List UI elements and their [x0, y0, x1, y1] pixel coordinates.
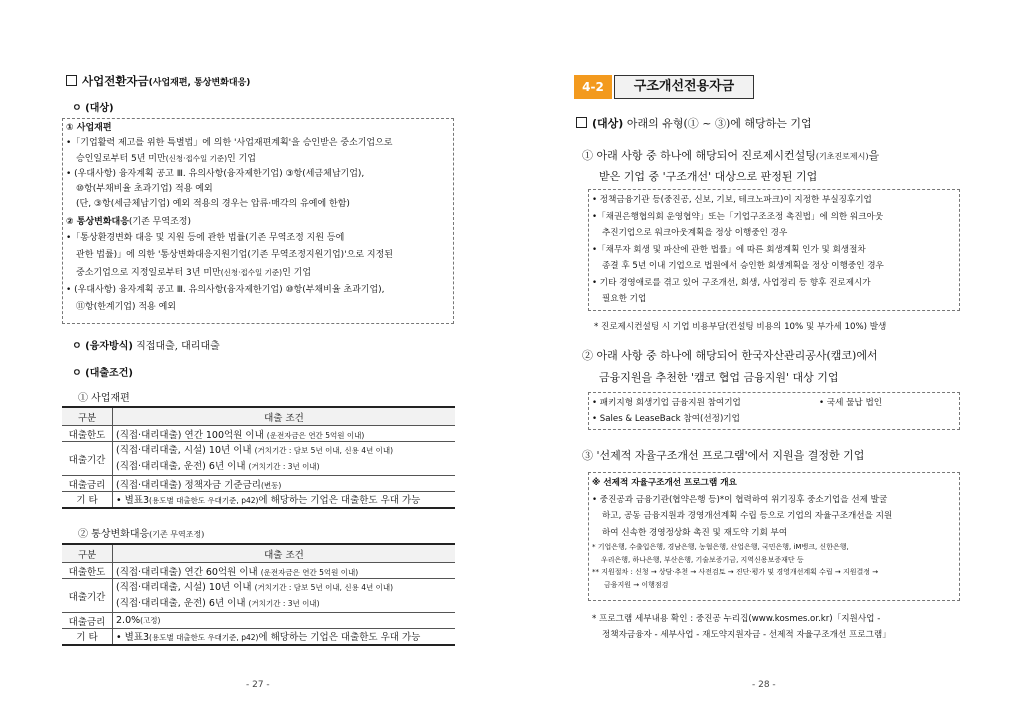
method-row: ㅇ (융자방식) 직접대출, 대리대출 — [72, 341, 220, 352]
item-2-box-content: • 패키지형 회생기업 금융지원 참여기업 • 국세 물납 법인 • Sales & LeaseBack 참여(선정)기업 — [592, 398, 883, 424]
table-cell: (직접·대리대출, 시설) 10년 이내 (거치기간 : 담보 5년 이내, 신용 4년 이내) (직접·대리대출, 운전) 6년 이내 (거치기간 : 3년 이내) — [113, 579, 456, 613]
loan-table-2 — [62, 543, 455, 646]
subsection-1: ① 사업재편 — [78, 393, 130, 404]
table-cell: • 별표3(용도별 대출한도 우대기준, p42)에 해당하는 기업은 대출한도 우대 가능 — [113, 492, 456, 508]
table-cell: (직접·대리대출) 정책자금 기준금리(변동) — [113, 476, 456, 492]
checkbox-square-icon — [576, 117, 587, 128]
item-1-box-content: • 정책금융기관 등(중진공, 신보, 기보, 테크노파크)이 지정한 부실징후기업 •「채권은행협의회 운영협약」또는「기업구조조정 촉진법」에 의한 워크아웃 추진기업으로 워크아웃계획을 정상 이행중인 경우 •「채무자 회생 및 파산에 관한 법률」에 따른 회생계획 인가 및 회생절차 종결 후 5년 이내 기업으로 법원에서 승인한 회생계획을 정상 이행중인 경우 • 기타 경영애로를 겪고 있어 구조개선, 회생, 사업정리 등 향후 진로제시가 필요한 기업 — [592, 195, 884, 304]
target-label: ㅇ (대상) — [72, 103, 114, 114]
item-2-text: ② 아래 사항 중 하나에 해당되어 한국자산관리공사(캠코)에서 금융지원을 추천한 '캠코 협업 금융지원' 대상 기업 — [582, 349, 878, 384]
row-label: 대출금리 — [62, 476, 113, 492]
row-label: 대출금리 — [62, 613, 113, 629]
box-line: •「기업활력 제고를 위한 특별법」에 의한 '사업재편계획'을 승인받은 중소기업으로 — [66, 138, 393, 148]
table-cell: • 별표3(용도별 대출한도 우대기준, p42)에 해당하는 기업은 대출한도 우대 가능 — [113, 629, 456, 645]
page-title: 구조개선전용자금 — [614, 75, 754, 99]
page-number-right: - 28 - — [752, 680, 776, 690]
box-line: 승인일로부터 5년 미만(신청·접수일 기준)인 기업 — [76, 154, 256, 164]
box-line: 중소기업으로 지정일로부터 3년 미만(신청·접수일 기준)인 기업 — [76, 268, 312, 278]
row-label: 기 타 — [62, 629, 113, 645]
loan-table-1 — [62, 406, 455, 509]
box-line: ⑪항(한계기업) 적용 예외 — [76, 302, 176, 312]
checkbox-square-icon — [66, 75, 77, 86]
box-line: (단, ③항(세금체납기업) 예외 적용의 경우는 압류·매각의 유예에 한함) — [76, 199, 350, 209]
box-line: •「통상환경변화 대응 및 지원 등에 관한 법률(기존 무역조정 지원 등에 — [66, 233, 345, 243]
note-1: * 진로제시컨설팅 시 기업 비용부담(컨설팅 비용의 10% 및 부가세 10%) 발생 — [594, 322, 887, 332]
item-1-text: ① 아래 사항 중 하나에 해당되어 진로제시컨설팅(기초진로제시)을 받은 기업 중 '구조개선' 대상으로 판정된 기업 — [582, 149, 880, 183]
table-cell: 2.0%(고정) — [113, 613, 456, 629]
page-number-left: - 27 - — [246, 680, 270, 690]
row-label: 대출기간 — [62, 579, 113, 613]
item-3-text: ③ '선제적 자율구조개선 프로그램'에서 지원을 결정한 기업 — [582, 449, 865, 462]
box-line: 관한 법률)」에 의한 '통상변화대응지원기업(기존 무역조정지원기업)'으로 지정된 — [76, 250, 393, 260]
condition-label: ㅇ (대출조건) — [72, 368, 133, 379]
target-box-content — [66, 121, 452, 316]
col-header: 대출 조건 — [113, 544, 456, 563]
section-heading: 사업전환자금(사업재편, 통상변화대응) — [66, 73, 250, 89]
title-badge: 4-2 — [574, 75, 612, 99]
col-header: 구분 — [62, 407, 113, 426]
row-label: 대출기간 — [62, 442, 113, 476]
col-header: 구분 — [62, 544, 113, 563]
row-label: 기 타 — [62, 492, 113, 508]
table-cell: (직접·대리대출) 연간 60억원 이내 (운전자금은 연간 5억원 이내) — [113, 563, 456, 579]
item-3-box-content: ※ 선제적 자율구조개선 프로그램 개요 • 중진공과 금융기관(협약은행 등)*이 협력하여 위기징후 중소기업을 선제 발굴 하고, 공동 금융지원과 경영개선계획 수립 등으로 기업의 자율구조개선을 지원 하여 신속한 경영정상화 촉진 및 재도약 기회 부여 * 기업은행, 수출입은행, 경남은행, 농협은행, 산업은행, 국민은행, iM뱅크, 신한은행, 우리은행, 하나은행, 부산은행, 기술보증기금, 지역신용보증재단 등 ** 지원절차 : 신청 → 상담·추천 → 사전검토 → 진단·평가 및 경영개선계획 수립 → 지원결정 → 금융지원 → 이행점검 — [592, 478, 893, 589]
box-heading-1: ① 사업재편 — [66, 123, 112, 133]
table-cell: (직접·대리대출, 시설) 10년 이내 (거치기간 : 담보 5년 이내, 신용 4년 이내) (직접·대리대출, 운전) 6년 이내 (거치기간 : 3년 이내) — [113, 442, 456, 476]
box-line: ⑩항(부채비율 초과기업) 적용 예외 — [76, 184, 213, 194]
row-label: 대출한도 — [62, 426, 113, 442]
box-line: • (우대사항) 융자계획 공고 Ⅲ. 유의사항(융자제한기업) ⑩항(부채비율 초과기업), — [66, 285, 385, 295]
note-2: * 프로그램 세부내용 확인 : 중진공 누리집(www.kosmes.or.kr)「지원사업 - 정책자금융자 - 세부사업 - 재도약지원자금 - 선제적 자율구조개선 프로그램」 — [592, 614, 891, 640]
table-cell: (직접·대리대출) 연간 100억원 이내 (운전자금은 연간 5억원 이내) — [113, 426, 456, 442]
box-line: • (우대사항) 융자계획 공고 Ⅲ. 유의사항(융자제한기업) ③항(세금체납기업), — [66, 169, 365, 179]
box-heading-2: ② 통상변화대응(기존 무역조정) — [66, 217, 191, 227]
row-label: 대출한도 — [62, 563, 113, 579]
col-header: 대출 조건 — [113, 407, 456, 426]
target-row: (대상) 아래의 유형(① ~ ③)에 해당하는 기업 — [576, 115, 812, 131]
subsection-2: ② 통상변화대응(기존 무역조정) — [78, 529, 205, 540]
